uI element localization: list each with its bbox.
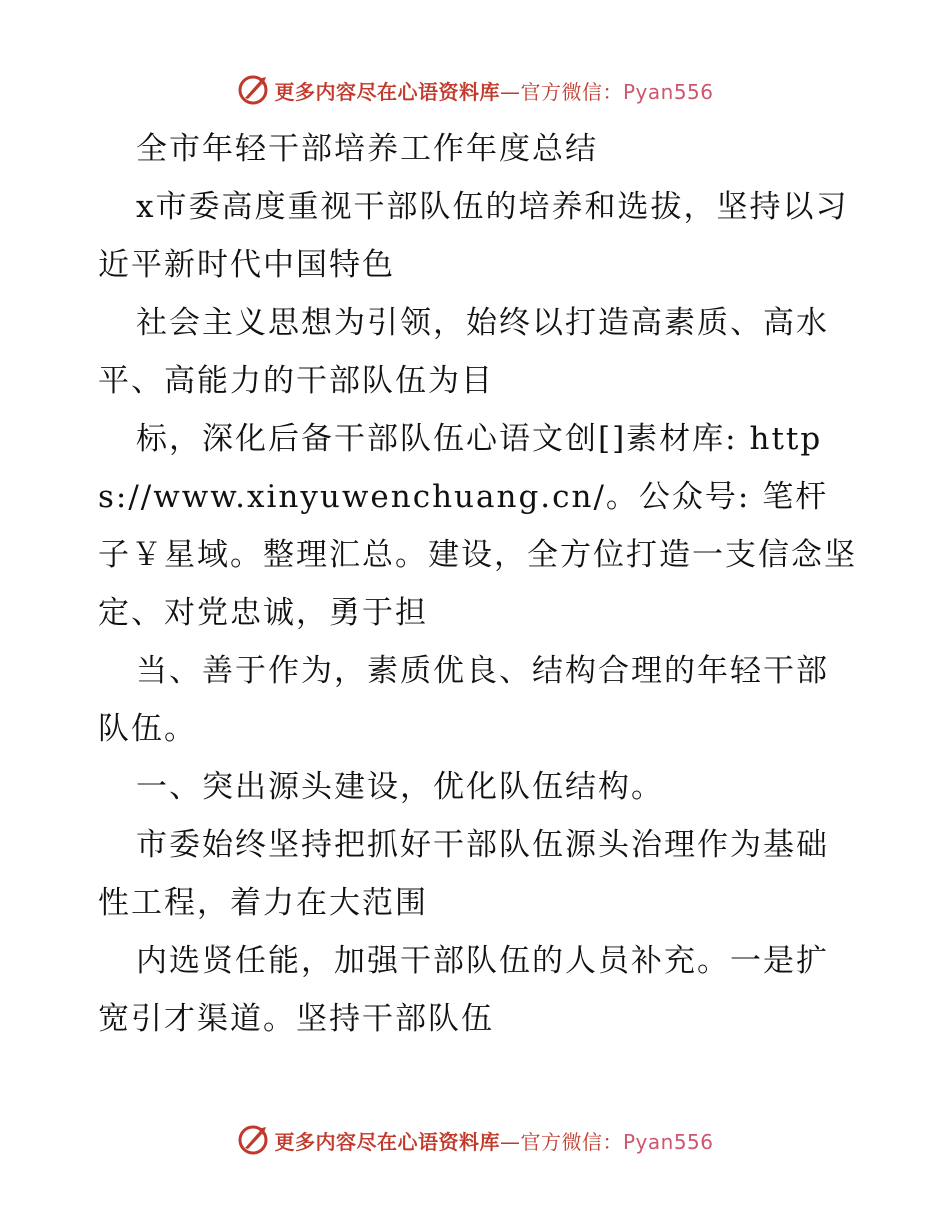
- watermark-main: 更多内容尽在心语资料库: [274, 1129, 500, 1154]
- watermark-text: [274, 1126, 713, 1155]
- watermark-separator: —: [499, 1129, 521, 1154]
- watermark-text: [274, 76, 713, 105]
- footer-watermark: [0, 1123, 950, 1157]
- quill-logo-icon: [236, 73, 270, 107]
- watermark-id: Pyan556: [622, 1129, 714, 1154]
- paragraph: 社会主义思想为引领，始终以打造高素质、高水平、高能力的干部队伍为目: [98, 305, 829, 399]
- paragraph: x市委高度重视干部队伍的培养和选拔，坚持以习近平新时代中国特色: [98, 189, 849, 283]
- watermark-contact: 官方微信：: [520, 1129, 623, 1154]
- watermark-main: 更多内容尽在心语资料库: [274, 79, 500, 104]
- document-title: 全市年轻干部培养工作年度总结: [136, 131, 598, 167]
- header-watermark: [0, 73, 950, 107]
- paragraph: 内选贤任能，加强干部队伍的人员补充。一是扩宽引才渠道。坚持干部队伍: [98, 943, 829, 1037]
- document-body: [98, 120, 858, 1048]
- paragraph: 标，深化后备干部队伍心语文创[]素材库: https://www.xinyuwenchuang.cn/。公众号: 笔杆子￥星域。整理汇总。建设，全方位打造一支信念坚定、对党忠诚，勇于担: [98, 421, 857, 631]
- paragraph: 当、善于作为，素质优良、结构合理的年轻干部队伍。: [98, 653, 829, 747]
- watermark-separator: —: [499, 79, 521, 104]
- quill-logo-icon: [236, 1123, 270, 1157]
- watermark-id: Pyan556: [622, 79, 714, 104]
- section-heading: 一、突出源头建设，优化队伍结构。: [136, 769, 664, 805]
- paragraph: 市委始终坚持把抓好干部队伍源头治理作为基础性工程，着力在大范围: [98, 827, 829, 921]
- watermark-contact: 官方微信：: [520, 79, 623, 104]
